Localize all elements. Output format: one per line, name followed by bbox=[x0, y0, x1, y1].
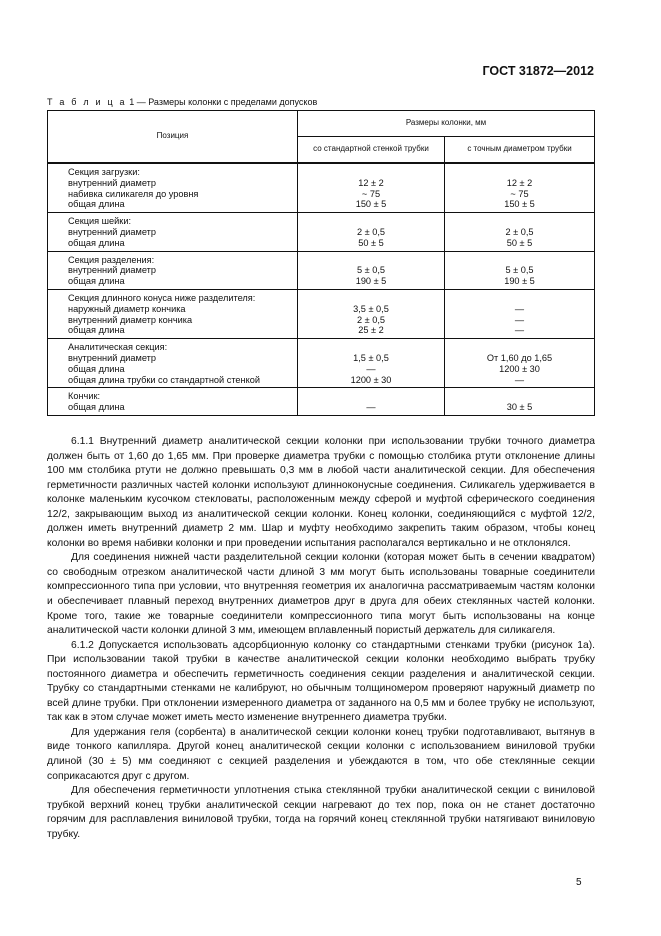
table-row bbox=[48, 163, 595, 213]
standard-value-cell bbox=[298, 388, 445, 416]
section-title: Кончик: bbox=[68, 391, 101, 402]
value: 12 ± 2 bbox=[358, 177, 384, 188]
precise-value-cell bbox=[445, 163, 595, 213]
item-name: общая длина bbox=[68, 276, 125, 287]
paragraph: Для соединения нижней части разделительной секции колонки (которая может быть в сечении квадратом) со свободным отрезком аналитической части длиной 3 мм могут быть использованы товарные соединители компрессионного типа при условии, что внутренняя геометрия их аналогична рассматриваемым частям колонки и обеспечивает плавный переход внутренних диаметров друг в друга для обеих стеклянных частей колонки. Кроме того, такие же товарные соединители компрессионного типа могут быть использованы на конце аналитической части колонки длиной 3 мм, имеющем вплавленный пористый держатель для силикагеля. bbox=[47, 552, 595, 637]
value: 190 ± 5 bbox=[504, 276, 535, 287]
position-cell bbox=[48, 388, 298, 416]
value: 1,5 ± 0,5 bbox=[353, 352, 389, 363]
value: 150 ± 5 bbox=[355, 199, 387, 210]
paragraph: Для удержания геля (сорбента) в аналитической секции колонки конец трубки подготавливают, вытянув в виде тонкого капилляра. Другой конец аналитической секции колонки с использованием виниловой трубки длиной (30 ± 5) мм соединяют с секцией разделения и убеждаются в том, что обе стеклянные секции соприкасаются друг с другом. bbox=[47, 726, 595, 782]
value: 5 ± 0,5 bbox=[356, 265, 386, 276]
item-name: общая длина bbox=[68, 237, 125, 248]
item-name: набивка силикагеля до уровня bbox=[68, 188, 199, 199]
value: 1200 ± 30 bbox=[350, 374, 392, 385]
col-precise-header: с точным диаметром трубки bbox=[445, 137, 595, 164]
value: — bbox=[514, 303, 525, 314]
value: — bbox=[366, 402, 376, 413]
value: 190 ± 5 bbox=[355, 276, 387, 287]
section-title: Секция разделения: bbox=[68, 254, 155, 265]
section-title: Секция шейки: bbox=[68, 216, 132, 227]
col-standard-header: со стандартной стенкой трубки bbox=[298, 137, 445, 164]
item-name: внутренний диаметр bbox=[68, 177, 156, 188]
position-cell bbox=[48, 163, 298, 213]
value: — bbox=[366, 363, 376, 374]
value: 25 ± 2 bbox=[358, 325, 384, 336]
value: 150 ± 5 bbox=[504, 199, 535, 210]
table-row bbox=[48, 339, 595, 388]
value: От 1,60 до 1,65 bbox=[486, 352, 553, 363]
section-title: Аналитическая секция: bbox=[68, 342, 168, 353]
dimensions-table bbox=[47, 110, 595, 416]
precise-value-cell bbox=[445, 251, 595, 289]
item-name: общая длина bbox=[68, 199, 125, 210]
page-number: 5 bbox=[576, 877, 582, 888]
standard-value-cell bbox=[298, 163, 445, 213]
value: 50 ± 5 bbox=[506, 237, 533, 248]
table-row bbox=[48, 213, 595, 251]
position-cell bbox=[48, 251, 298, 289]
item-name: внутренний диаметр bbox=[68, 265, 156, 276]
table-row bbox=[48, 251, 595, 289]
table-caption: Т а б л и ц а 1 — Размеры колонки с пределами допусков bbox=[47, 97, 318, 107]
value: 2 ± 0,5 bbox=[505, 226, 534, 237]
standard-value-cell bbox=[298, 251, 445, 289]
value: 30 ± 5 bbox=[506, 402, 533, 413]
item-name: внутренний диаметр кончика bbox=[68, 314, 193, 325]
section-title: Секция загрузки: bbox=[68, 167, 140, 177]
precise-value-cell bbox=[445, 339, 595, 388]
section-title: Секция длинного конуса ниже разделителя: bbox=[68, 292, 256, 303]
item-name: общая длина bbox=[68, 402, 125, 413]
table-row bbox=[48, 388, 595, 416]
standard-value-cell bbox=[298, 339, 445, 388]
item-name: наружный диаметр кончика bbox=[68, 303, 186, 314]
col-position-header: Позиция bbox=[48, 111, 298, 164]
value: 5 ± 0,5 bbox=[505, 265, 534, 276]
item-name: общая длина bbox=[68, 325, 125, 336]
item-name: общая длина bbox=[68, 363, 125, 374]
paragraph: 6.1.1 Внутренний диаметр аналитической секции колонки при использовании трубки точного диаметра должен быть от 1,60 до 1,65 мм. При проверке диаметра трубки с помощью столбика ртути отклонение длины 100 мм столбика ртути не должно превышать 0,3 мм в любой части аналитической секции. Для обеспечения герметичности различных частей колонки используют длинноконусные соединения. Силикагель удерживается в колонке маленьким кусочком стекловаты, расположенным между сферой и муфтой сферического соединения 12/2, закрывающим выход из аналитической секции колонки. Конец колонки, соединяющийся с муфтой 12/2, должен иметь внутренний диаметр 2 мм. Шар и муфту необходимо закрепить таким образом, чтобы конец колонки во время набивки колонки и при проведении испытания располагался вертикально и не отклонялся. bbox=[47, 436, 595, 549]
item-name: внутренний диаметр bbox=[68, 226, 156, 237]
value: 2 ± 0,5 bbox=[356, 226, 386, 237]
col-group-header: Размеры колонки, мм bbox=[298, 111, 595, 137]
value: — bbox=[514, 374, 525, 385]
position-cell bbox=[48, 339, 298, 388]
table-row bbox=[48, 289, 595, 338]
paragraph: Для обеспечения герметичности уплотнения стыка стеклянной трубки аналитической секции с виниловой трубкой верхний конец трубки аналитической секции нагревают до тех пор, пока он не станет достаточно горячим для расплавления виниловой трубки, тогда на горячий конец стеклянной трубки натягивают виниловую трубку. bbox=[47, 785, 595, 840]
value: ~ 75 bbox=[361, 188, 381, 199]
value: — bbox=[514, 325, 525, 336]
value: 1200 ± 30 bbox=[499, 363, 540, 374]
precise-value-cell bbox=[445, 388, 595, 416]
position-cell bbox=[48, 289, 298, 338]
value: 2 ± 0,5 bbox=[356, 314, 386, 325]
value: ~ 75 bbox=[510, 188, 529, 199]
precise-value-cell bbox=[445, 213, 595, 251]
value: 3,5 ± 0,5 bbox=[353, 303, 389, 314]
item-name: внутренний диаметр bbox=[68, 352, 156, 363]
standard-value-cell bbox=[298, 213, 445, 251]
body-text bbox=[47, 435, 595, 842]
standard-value-cell bbox=[298, 289, 445, 338]
precise-value-cell bbox=[445, 289, 595, 338]
value: 50 ± 5 bbox=[358, 237, 384, 248]
paragraph: 6.1.2 Допускается использовать адсорбционную колонку со стандартными стенками трубки (рисунок 1а). При использовании такой трубки в качестве аналитической секции колонки необходимо выбрать трубку постоянного диаметра и обеспечить герметичность соединения секции разделения и аналитической секции. Трубку со стандартными стенками не калибруют, но обычным толщиномером проверяют наружный диаметр по всей длине трубки. При отклонении измеренного диаметра от заданного на 0,5 мм и более трубку не используют, так как в этом случае может иметь место изменение внутреннего диаметра трубки. bbox=[47, 639, 595, 724]
position-cell bbox=[48, 213, 298, 251]
value: — bbox=[514, 314, 525, 325]
item-name: общая длина трубки со стандартной стенкой bbox=[68, 374, 260, 385]
value: 12 ± 2 bbox=[506, 177, 533, 188]
document-id: ГОСТ 31872—2012 bbox=[482, 64, 594, 78]
